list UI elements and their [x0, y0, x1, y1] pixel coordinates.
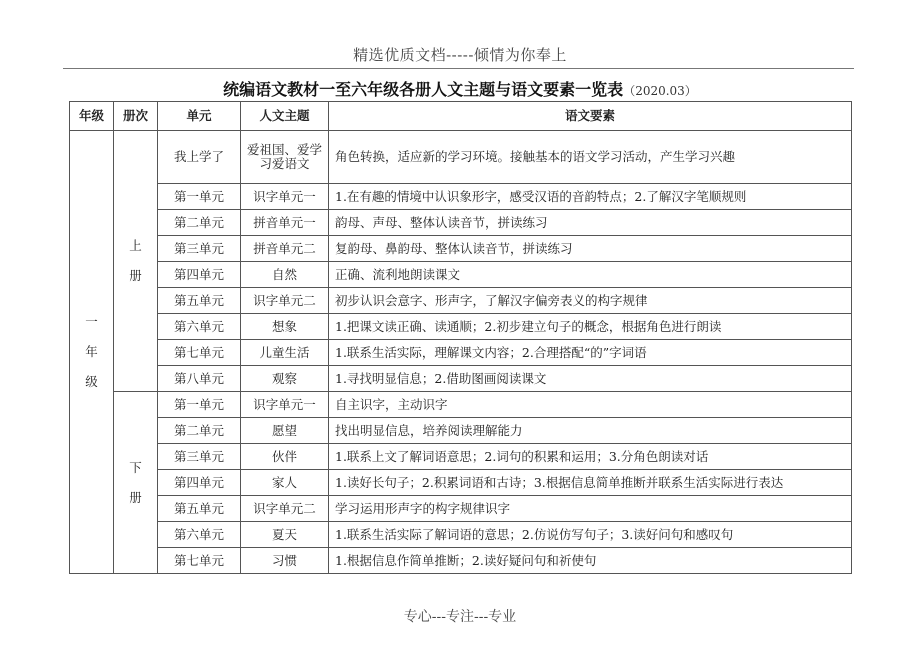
unit-cell: 第八单元	[158, 366, 241, 392]
theme-cell: 拼音单元二	[241, 236, 329, 262]
theme-cell: 识字单元一	[241, 184, 329, 210]
unit-cell: 第七单元	[158, 548, 241, 574]
unit-cell: 第一单元	[158, 392, 241, 418]
theme-cell: 拼音单元一	[241, 210, 329, 236]
unit-cell: 第四单元	[158, 470, 241, 496]
element-cell: 自主识字，主动识字	[329, 392, 852, 418]
theme-cell: 伙伴	[241, 444, 329, 470]
grade-label: 一年级	[85, 314, 98, 389]
table-row	[70, 262, 852, 288]
theme-cell: 识字单元二	[241, 496, 329, 522]
table-header-row	[70, 102, 852, 131]
column-header-volume: 册次	[114, 102, 158, 131]
curriculum-table	[69, 101, 852, 574]
unit-cell: 第一单元	[158, 184, 241, 210]
element-cell: 1.根据信息作简单推断；2.读好疑问句和祈使句	[329, 548, 852, 574]
header-divider	[63, 68, 854, 69]
column-header-element: 语文要素	[329, 102, 852, 131]
theme-cell: 识字单元二	[241, 288, 329, 314]
table-row	[70, 470, 852, 496]
table-row	[70, 444, 852, 470]
table-row	[70, 392, 852, 418]
table-row	[70, 210, 852, 236]
table-row	[70, 314, 852, 340]
theme-cell: 家人	[241, 470, 329, 496]
unit-cell: 第七单元	[158, 340, 241, 366]
table-row	[70, 418, 852, 444]
table-row	[70, 340, 852, 366]
table-row	[70, 522, 852, 548]
volume-label: 上册	[129, 238, 142, 283]
element-cell: 1.联系上文了解词语意思；2.词句的积累和运用；3.分角色朗读对话	[329, 444, 852, 470]
theme-cell: 自然	[241, 262, 329, 288]
table-row	[70, 184, 852, 210]
column-header-unit: 单元	[158, 102, 241, 131]
element-cell: 1.联系生活实际，理解课文内容；2.合理搭配“的”字词语	[329, 340, 852, 366]
unit-cell: 第六单元	[158, 522, 241, 548]
title-date: （2020.03）	[623, 84, 697, 98]
element-cell: 学习运用形声字的构字规律识字	[329, 496, 852, 522]
volume-label: 下册	[129, 459, 142, 505]
document-title	[0, 77, 920, 100]
element-cell: 初步认识会意字、形声字，了解汉字偏旁表义的构字规律	[329, 288, 852, 314]
element-cell: 1.把课文读正确、读通顺；2.初步建立句子的概念，根据角色进行朗读	[329, 314, 852, 340]
volume-cell	[114, 392, 158, 574]
theme-cell: 识字单元一	[241, 392, 329, 418]
unit-cell: 第五单元	[158, 496, 241, 522]
table-row	[70, 496, 852, 522]
theme-cell: 习惯	[241, 548, 329, 574]
element-cell: 1.读好长句子；2.积累词语和古诗；3.根据信息简单推断并联系生活实际进行表达	[329, 470, 852, 496]
theme-cell: 夏天	[241, 522, 329, 548]
theme-cell: 爱祖国、爱学习爱语文	[241, 131, 329, 184]
unit-cell: 第二单元	[158, 418, 241, 444]
element-cell: 复韵母、鼻韵母、整体认读音节，拼读练习	[329, 236, 852, 262]
element-cell: 1.寻找明显信息；2.借助图画阅读课文	[329, 366, 852, 392]
table-row	[70, 288, 852, 314]
theme-cell: 想象	[241, 314, 329, 340]
unit-cell: 第五单元	[158, 288, 241, 314]
unit-cell: 第六单元	[158, 314, 241, 340]
element-cell: 1.在有趣的情境中认识象形字，感受汉语的音韵特点；2.了解汉字笔顺规则	[329, 184, 852, 210]
unit-cell: 第三单元	[158, 444, 241, 470]
unit-cell: 我上学了	[158, 131, 241, 184]
theme-cell: 儿童生活	[241, 340, 329, 366]
table-row	[70, 366, 852, 392]
grade-cell	[70, 131, 114, 574]
table-row	[70, 236, 852, 262]
element-cell: 韵母、声母、整体认读音节，拼读练习	[329, 210, 852, 236]
table-row	[70, 131, 852, 184]
title-text: 统编语文教材一至六年级各册人文主题与语文要素一览表	[223, 80, 624, 99]
theme-cell: 愿望	[241, 418, 329, 444]
element-cell: 1.联系生活实际了解词语的意思；2.仿说仿写句子；3.读好问句和感叹句	[329, 522, 852, 548]
unit-cell: 第三单元	[158, 236, 241, 262]
column-header-grade: 年级	[70, 102, 114, 131]
unit-cell: 第四单元	[158, 262, 241, 288]
theme-cell: 观察	[241, 366, 329, 392]
page-header: 精选优质文档-----倾情为你奉上	[353, 46, 567, 64]
table-row	[70, 548, 852, 574]
column-header-theme: 人文主题	[241, 102, 329, 131]
element-cell: 正确、流利地朗读课文	[329, 262, 852, 288]
volume-cell	[114, 131, 158, 392]
page-footer: 专心---专注---专业	[403, 609, 517, 625]
element-cell: 找出明显信息，培养阅读理解能力	[329, 418, 852, 444]
unit-cell: 第二单元	[158, 210, 241, 236]
element-cell: 角色转换，适应新的学习环境。接触基本的语文学习活动，产生学习兴趣	[329, 131, 852, 184]
